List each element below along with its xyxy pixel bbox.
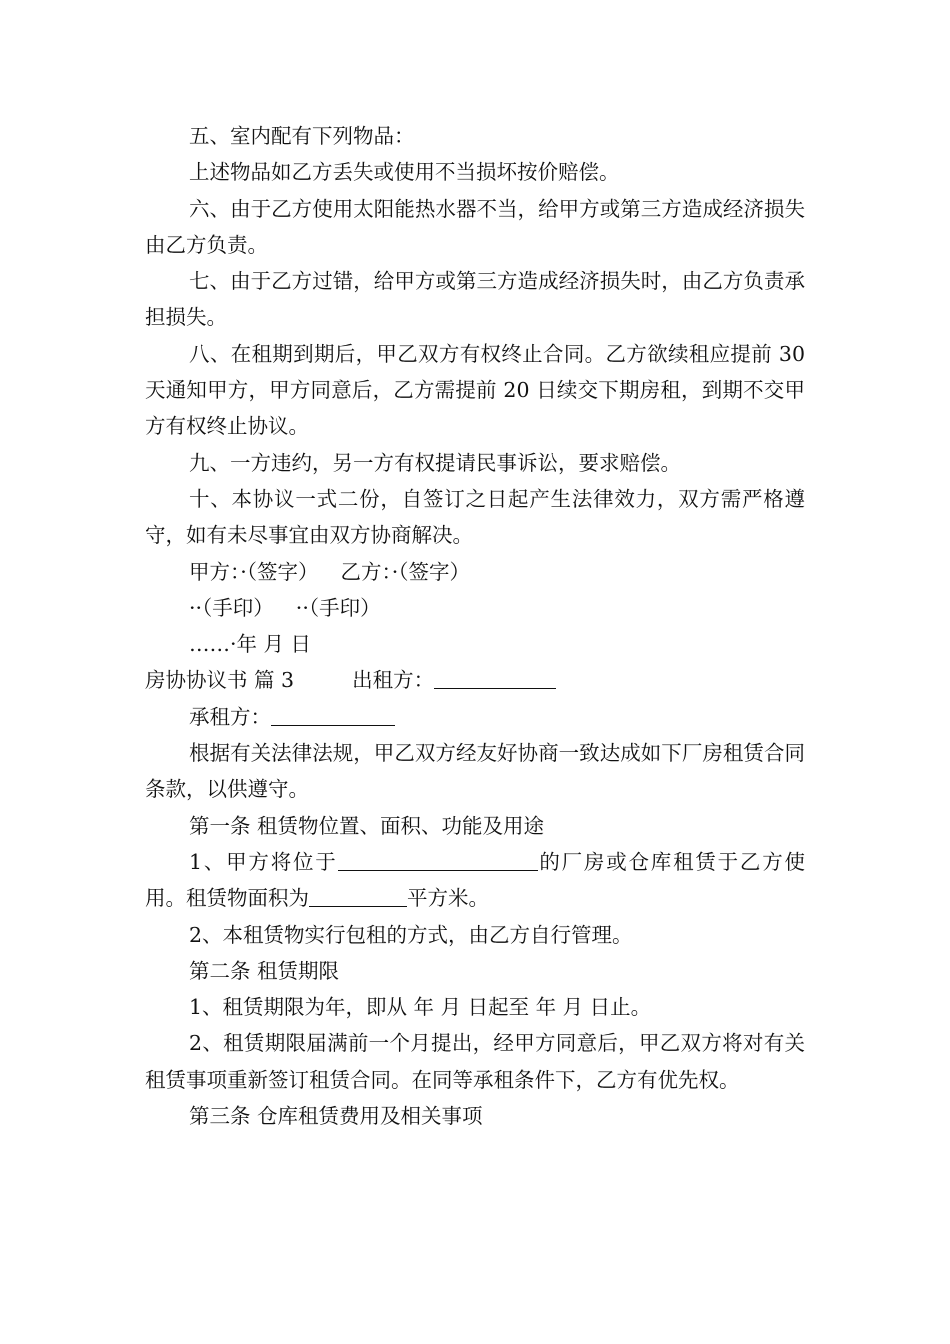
- lessee-blank: [271, 703, 395, 726]
- section-title: 房协协议书 篇 3: [145, 668, 295, 693]
- lessor-blank: [434, 666, 556, 689]
- item-nine: 九、一方违约，另一方有权提请民事诉讼，要求赔偿。: [189, 450, 681, 475]
- lessee-line: [145, 699, 805, 735]
- lessor-label: 出租方：: [352, 668, 435, 693]
- preamble: 根据有关法律法规，甲乙双方经友好协商一致达成如下厂房租赁合同条款，以供遵守。: [145, 741, 805, 802]
- article-one-title: 第一条 租赁物位置、面积、功能及用途: [189, 813, 545, 838]
- section-heading-line: [145, 662, 805, 698]
- location-blank: [338, 848, 538, 871]
- fingerprint-line: [145, 590, 805, 626]
- article-three-title: 第三条 仓库租赁费用及相关事项: [189, 1104, 483, 1129]
- item-five-note: 上述物品如乙方丢失或使用不当损坏按价赔偿。: [189, 160, 620, 185]
- party-b-signature: 乙方：·（签字）: [340, 559, 471, 584]
- party-a-fingerprint: ··（手印）: [189, 595, 274, 620]
- document-page: [145, 118, 805, 1134]
- lessee-label: 承租方：: [189, 704, 271, 729]
- party-a-signature: 甲方：·（签字）: [189, 559, 319, 584]
- item-six: 六、由于乙方使用太阳能热水器不当，给甲方或第三方造成经济损失由乙方负责。: [145, 196, 805, 257]
- article-two-title: 第二条 租赁期限: [189, 958, 340, 983]
- party-b-fingerprint: ··（手印）: [295, 595, 381, 620]
- item-seven: 七、由于乙方过错，给甲方或第三方造成经济损失时，由乙方负责承担损失。: [145, 269, 805, 330]
- date-line: ……·年 月 日: [189, 632, 312, 657]
- item-five: 五、室内配有下列物品：: [189, 124, 415, 148]
- signature-line: [145, 554, 805, 590]
- item-ten: 十、本协议一式二份，自签订之日起产生法律效力，双方需严格遵守，如有未尽事宜由双方协商解决。: [145, 486, 805, 548]
- article-one-clause-two: 2、本租赁物实行包租的方式，由乙方自行管理。: [189, 922, 633, 947]
- article-two-clause-one: 1、租赁期限为年，即从 年 月 日起至 年 月 日止。: [189, 995, 652, 1020]
- area-blank: [309, 884, 407, 907]
- article-two-clause-two: 2、租赁期限届满前一个月提出，经甲方同意后，甲乙双方将对有关租赁事项重新签订租赁合同。在同等承租条件下，乙方有优先权。: [145, 1031, 805, 1092]
- item-eight: 八、在租期到期后，甲乙双方有权终止合同。乙方欲续租应提前 30 天通知甲方，甲方同意后，乙方需提前 20 日续交下期房租，到期不交甲方有权终止协议。: [145, 341, 805, 439]
- article-one-clause-one: 1、甲方将位于 的厂房或仓库租赁于乙方使用。租赁物面积为 平方米。: [145, 849, 806, 911]
